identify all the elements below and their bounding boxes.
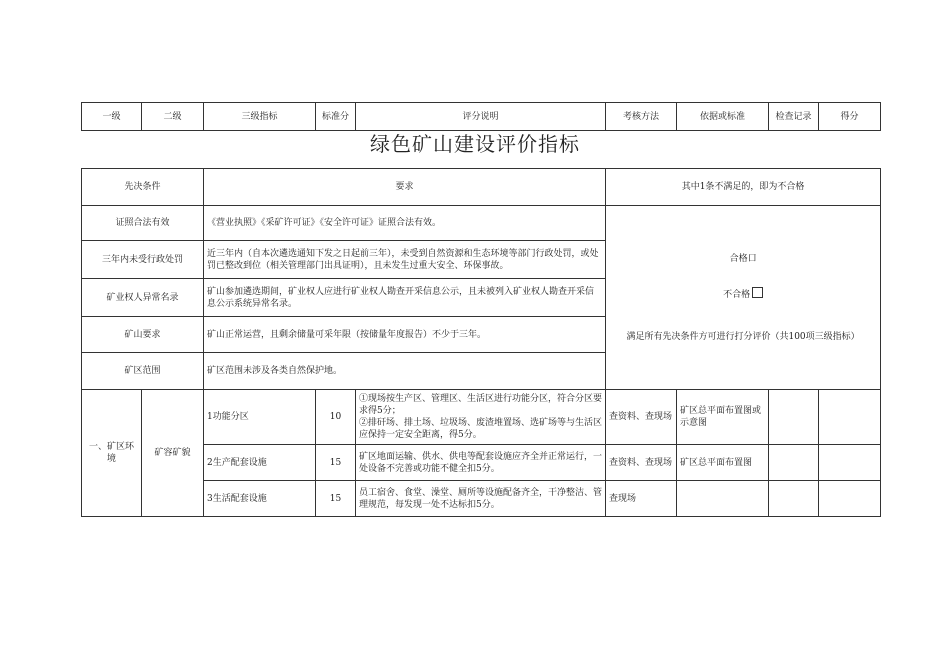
level1-cell: 一、矿区环境 <box>82 390 142 517</box>
basis-cell: 矿区总平面布置图 <box>677 445 769 481</box>
prereq-row <box>82 206 881 241</box>
header-desc: 评分说明 <box>356 103 606 131</box>
checkbox-icon[interactable] <box>752 287 763 298</box>
points-cell[interactable] <box>819 390 881 445</box>
header-table <box>81 102 881 131</box>
method-cell: 查资料、查现场 <box>606 390 677 445</box>
prereq-header-row <box>82 169 881 206</box>
desc-cell: 矿区地面运输、供水、供电等配套设施应齐全并正常运行，一处设备不完善或功能不健全扣5分。 <box>356 445 606 481</box>
header-basis: 依据或标准 <box>677 103 769 131</box>
header-level1: 一级 <box>82 103 142 131</box>
record-cell[interactable] <box>769 390 819 445</box>
prereq-requirement-header: 要求 <box>204 169 606 206</box>
pass-label: 合格口 <box>729 253 757 264</box>
method-cell: 查资料、查现场 <box>606 445 677 481</box>
prereq-condition: 三年内未受行政处罚 <box>82 241 204 279</box>
prereq-requirement: 近三年内（自本次遴选通知下发之日起前三年），未受到自然资源和生态环境等部门行政处罚，或处罚已整改到位（相关管理部门出具证明），且未发生过重大安全、环保事故。 <box>204 241 606 279</box>
header-method: 考核方法 <box>606 103 677 131</box>
points-cell[interactable] <box>819 481 881 517</box>
prereq-requirement: 矿山正常运营，且剩余储量可采年限（按储量年度报告）不少于三年。 <box>204 317 606 353</box>
indicator-cell: 1功能分区 <box>204 390 316 445</box>
points-cell[interactable] <box>819 445 881 481</box>
fail-label: 不合格 <box>723 289 751 300</box>
desc-cell: ①现场按生产区、管理区、生活区进行功能分区，符合分区要求得5分； ②排矸场、排土场、垃圾场、废渣堆置场、选矿场等与生活区应保持一定安全距离，得5分。 <box>356 390 606 445</box>
indicator-cell: 2生产配套设施 <box>204 445 316 481</box>
prereq-condition: 矿区范围 <box>82 353 204 390</box>
header-score: 得分 <box>819 103 881 131</box>
evaluation-table <box>81 168 881 517</box>
desc-cell: 员工宿舍、食堂、澡堂、厕所等设施配备齐全，干净整洁、管理规范，每发现一处不达标扣5分。 <box>356 481 606 517</box>
method-cell: 查现场 <box>606 481 677 517</box>
basis-cell <box>677 481 769 517</box>
prereq-note-header: 其中1条不满足的，即为不合格 <box>606 169 881 206</box>
indicator-cell: 3生活配套设施 <box>204 481 316 517</box>
score-std-cell: 15 <box>316 481 356 517</box>
basis-cell: 矿区总平面布置图或示意图 <box>677 390 769 445</box>
prereq-condition: 矿业权人异常名录 <box>82 279 204 317</box>
prereq-verdict-cell <box>606 206 881 390</box>
header-record: 检查记录 <box>769 103 819 131</box>
document-title: 绿色矿山建设评价指标 <box>370 132 580 156</box>
prereq-condition: 证照合法有效 <box>82 206 204 241</box>
prereq-condition: 矿山要求 <box>82 317 204 353</box>
prereq-requirement: 《营业执照》《采矿许可证》《安全许可证》证照合法有效。 <box>204 206 606 241</box>
level2-cell: 矿容矿貌 <box>142 390 204 517</box>
prereq-condition-header: 先决条件 <box>82 169 204 206</box>
prereq-requirement: 矿区范围未涉及各类自然保护地。 <box>204 353 606 390</box>
prereq-summary: 满足所有先决条件方可进行打分评价（共100项三级指标） <box>626 331 860 342</box>
header-score-std: 标准分 <box>316 103 356 131</box>
score-std-cell: 15 <box>316 445 356 481</box>
score-std-cell: 10 <box>316 390 356 445</box>
score-row <box>82 390 881 445</box>
header-row <box>82 103 881 131</box>
record-cell[interactable] <box>769 445 819 481</box>
record-cell[interactable] <box>769 481 819 517</box>
header-level2: 二级 <box>142 103 204 131</box>
fail-line <box>609 287 877 301</box>
header-level3: 三级指标 <box>204 103 316 131</box>
prereq-requirement: 矿山参加遴选期间，矿业权人应进行矿业权人勘查开采信息公示，且未被列入矿业权人勘查开采信息公示系统异常名录。 <box>204 279 606 317</box>
